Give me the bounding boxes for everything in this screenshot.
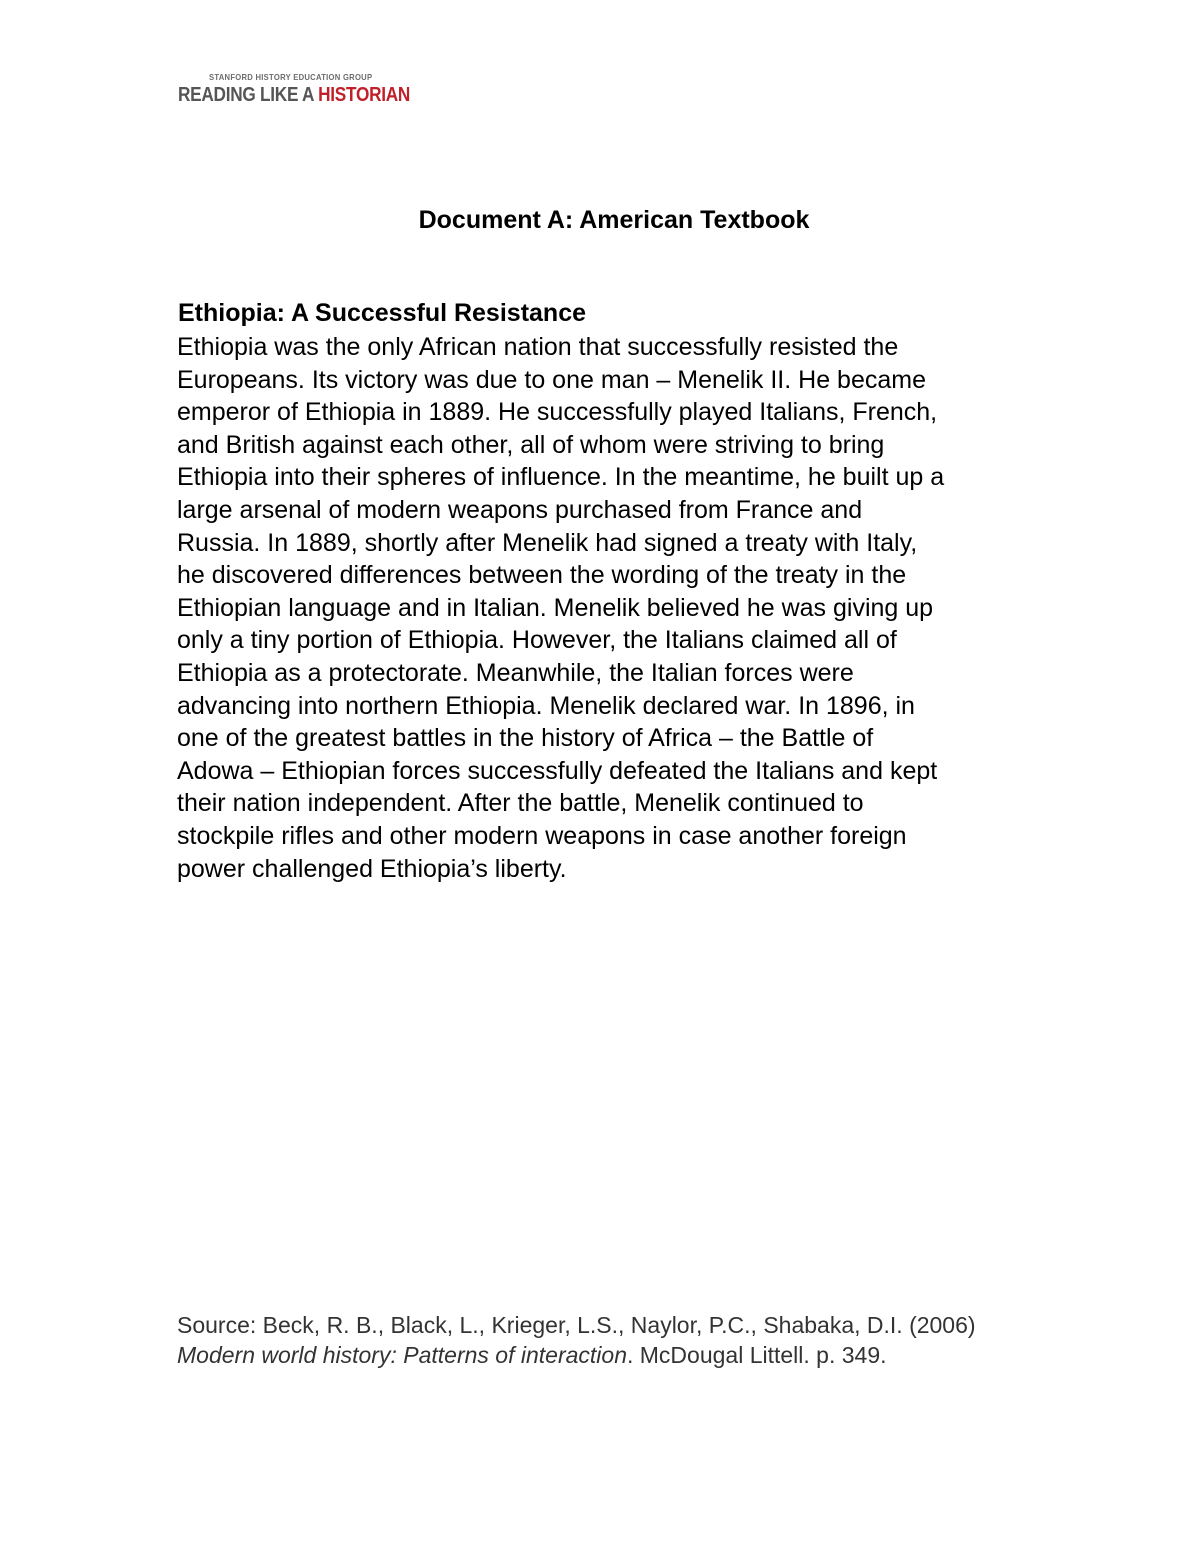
body-line: Europeans. Its victory was due to one man – Menelik II. He became (177, 365, 926, 394)
body-paragraph (177, 331, 1037, 885)
body-line: large arsenal of modern weapons purchased from France and (177, 495, 863, 524)
body-line: only a tiny portion of Ethiopia. However, the Italians claimed all of (177, 626, 897, 655)
body-line: power challenged Ethiopia’s liberty. (177, 854, 567, 883)
source-line-1: Source: Beck, R. B., Black, L., Krieger, L.S., Naylor, P.C., Shabaka, D.I. (2006) (177, 1312, 976, 1338)
source-line-2 (177, 1340, 976, 1370)
body-line: stockpile rifles and other modern weapons in case another foreign (177, 821, 907, 850)
body-line: Ethiopia into their spheres of influence. In the meantime, he built up a (177, 463, 945, 492)
document-title: Document A: American Textbook (418, 206, 810, 234)
logo-title-grey: READING LIKE A (178, 84, 319, 106)
body-line: Russia. In 1889, shortly after Menelik had signed a treaty with Italy, (177, 528, 918, 557)
reading-like-a-historian-logo (178, 72, 411, 112)
body-line: Ethiopian language and in Italian. Menelik believed he was giving up (177, 593, 934, 622)
body-line: Ethiopia was the only African nation that successfully resisted the (177, 333, 899, 361)
logo-title-red: HISTORIAN (318, 84, 411, 106)
body-line: emperor of Ethiopia in 1889. He successfully played Italians, French, (177, 398, 938, 427)
body-line: and British against each other, all of whom were striving to bring (177, 430, 885, 459)
body-line: advancing into northern Ethiopia. Menelik declared war. In 1896, in (177, 691, 915, 720)
body-line: one of the greatest battles in the history of Africa – the Battle of (177, 724, 874, 753)
body-line: Ethiopia as a protectorate. Meanwhile, the Italian forces were (177, 658, 854, 687)
body-line: Adowa – Ethiopian forces successfully defeated the Italians and kept (177, 756, 938, 785)
section-heading: Ethiopia: A Successful Resistance (178, 299, 586, 327)
body-line: he discovered differences between the wording of the treaty in the (177, 561, 907, 590)
logo-subtitle: STANFORD HISTORY EDUCATION GROUP (209, 72, 373, 82)
logo-title (178, 84, 410, 107)
source-publisher: . McDougal Littell. p. 349. (626, 1342, 887, 1368)
source-book-title: Modern world history: Patterns of interaction (177, 1342, 627, 1368)
source-citation (177, 1310, 976, 1370)
body-line: their nation independent. After the battle, Menelik continued to (177, 789, 864, 818)
